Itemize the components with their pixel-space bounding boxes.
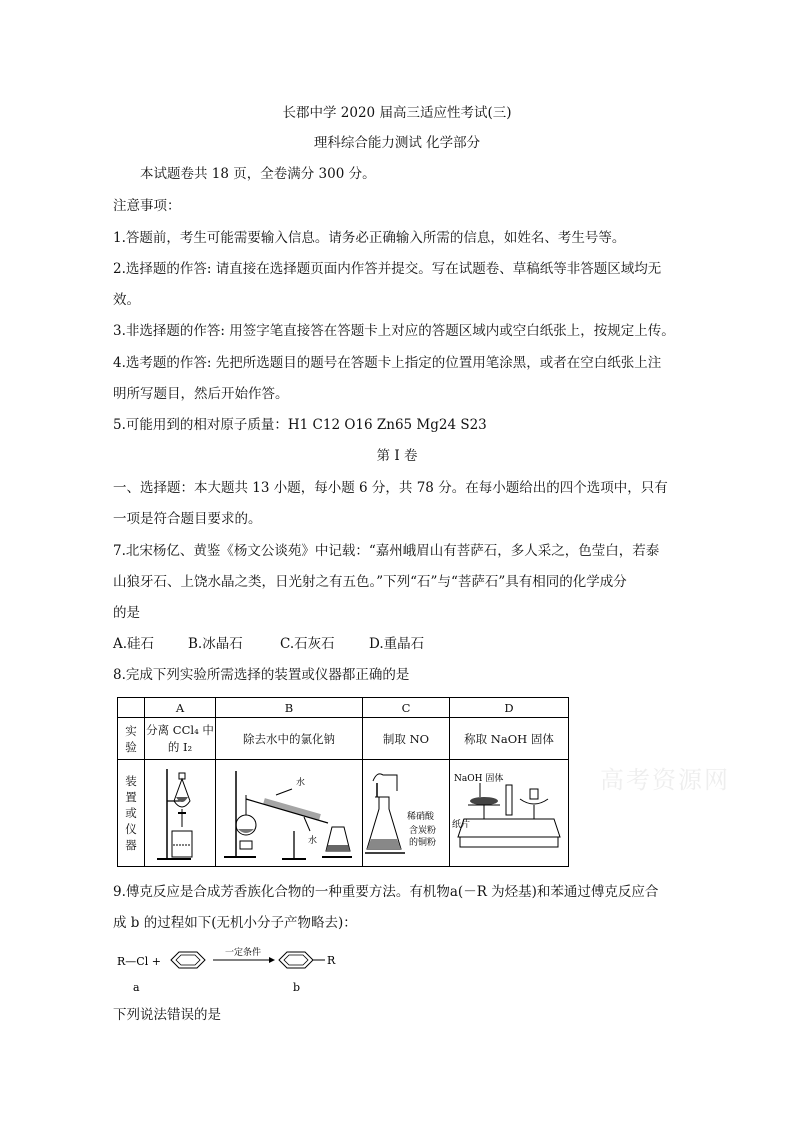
notice-4: 4.选考题的作答: 先把所选题目的题号在答题卡上指定的位置用笔涂黑，或者在空白纸张上注 — [113, 355, 662, 371]
label-paper: 纸片 — [452, 820, 471, 830]
cell-a-line-2: 的 I₂ — [167, 739, 193, 754]
section-line-2: 一项是符合题目要求的。 — [113, 511, 262, 527]
row-head-char: 或 — [125, 806, 137, 820]
reaction-condition: 一定条件 — [225, 948, 262, 958]
row-head-experiment — [118, 718, 145, 760]
q8-table — [117, 697, 569, 867]
notice-2-cont: 效。 — [113, 292, 140, 308]
exam-title: 长郡中学 2020 届高三适应性考试(三) — [282, 105, 512, 121]
product-r: R — [327, 954, 336, 967]
notice-3: 3.非选择题的作答: 用签字笔直接答在答题卡上对应的答题区域内或空白纸张上，按规定上传。 — [113, 323, 675, 339]
cell-b-experiment: 除去水中的氯化钠 — [216, 718, 363, 760]
figure-c-no-generation — [363, 760, 450, 867]
intro-text: 本试题卷共 18 页，全卷满分 300 分。 — [140, 166, 376, 182]
exam-subtitle: 理科综合能力测试 化学部分 — [313, 135, 481, 151]
q7-option-c: C.石灰石 — [280, 636, 335, 652]
label-copper-powder: 的铜粉 — [409, 838, 437, 848]
table-corner — [118, 698, 145, 718]
figure-a-separatory-funnel — [145, 760, 216, 867]
cell-d-experiment: 称取 NaOH 固体 — [450, 718, 569, 760]
col-header-d: D — [450, 698, 569, 718]
label-dilute-nitric-acid: 稀硝酸 — [407, 812, 435, 822]
figure-b-distillation — [216, 760, 363, 867]
label-water-out: 水 — [308, 836, 318, 846]
volume-title: 第 I 卷 — [376, 448, 418, 464]
q9-question: 下列说法错误的是 — [113, 1007, 221, 1023]
notice-1: 1.答题前，考生可能需要输入信息。请务必正确输入所需的信息，如姓名、考生号等。 — [113, 230, 626, 246]
q7-option-a: A.硅石 — [113, 636, 155, 652]
q7-option-b: B.冰晶石 — [188, 636, 243, 652]
row-head-char: 验 — [125, 739, 137, 754]
notice-4-cont: 明所写题目，然后开始作答。 — [113, 386, 289, 402]
label-water-in: 水 — [296, 778, 306, 788]
cell-a-experiment — [145, 718, 216, 760]
q7-line-1: 7.北宋杨亿、黄鉴《杨文公谈苑》中记载：“嘉州峨眉山有菩萨石，多人采之，色莹白，若泰 — [113, 543, 660, 559]
row-head-char: 置 — [125, 790, 137, 804]
row-head-char: 实 — [125, 723, 137, 738]
watermark: 高考资源网 — [600, 766, 730, 794]
q9-line-1: 9.傅克反应是合成芳香族化合物的一种重要方法。有机物a(－R 为烃基)和苯通过傅克反应合 — [113, 884, 659, 900]
label-a: a — [133, 981, 140, 994]
col-header-c: C — [363, 698, 450, 718]
reactant-label: R—Cl + — [117, 955, 161, 968]
q8-stem: 8.完成下列实验所需选择的装置或仪器都正确的是 — [113, 667, 410, 683]
q7-line-3: 的是 — [113, 605, 140, 621]
row-head-char: 器 — [125, 838, 137, 852]
label-b: b — [293, 981, 301, 994]
cell-a-line-1: 分离 CCl₄ 中 — [146, 722, 214, 737]
q7-line-2: 山狼牙石、上饶水晶之类，日光射之有五色。”下列“石”与“菩萨石”具有相同的化学成分 — [113, 574, 627, 590]
cell-c-experiment: 制取 NO — [363, 718, 450, 760]
label-naoh-solid: NaOH 固体 — [454, 774, 504, 784]
row-head-char: 仪 — [125, 822, 137, 836]
notice-2: 2.选择题的作答: 请直接在选择题页面内作答并提交。写在试题卷、草稿纸等非答题区域均无 — [113, 261, 662, 277]
q7-option-d: D.重晶石 — [369, 636, 425, 652]
figure-d-balance — [450, 760, 569, 867]
row-head-apparatus — [118, 760, 145, 867]
q9-line-2: 成 b 的过程如下(无机小分子产物略去)： — [113, 915, 357, 931]
row-head-char: 装 — [125, 774, 137, 788]
notice-5: 5.可能用到的相对原子质量：H1 C12 O16 Zn65 Mg24 S23 — [113, 417, 487, 433]
section-line-1: 一、选择题：本大题共 13 小题，每小题 6 分，共 78 分。在每小题给出的四个选项中，只有 — [113, 480, 668, 496]
notice-title: 注意事项： — [113, 198, 181, 214]
reaction-scheme — [113, 945, 373, 995]
col-header-b: B — [216, 698, 363, 718]
label-carbon-powder: 含炭粉 — [409, 826, 437, 836]
col-header-a: A — [145, 698, 216, 718]
